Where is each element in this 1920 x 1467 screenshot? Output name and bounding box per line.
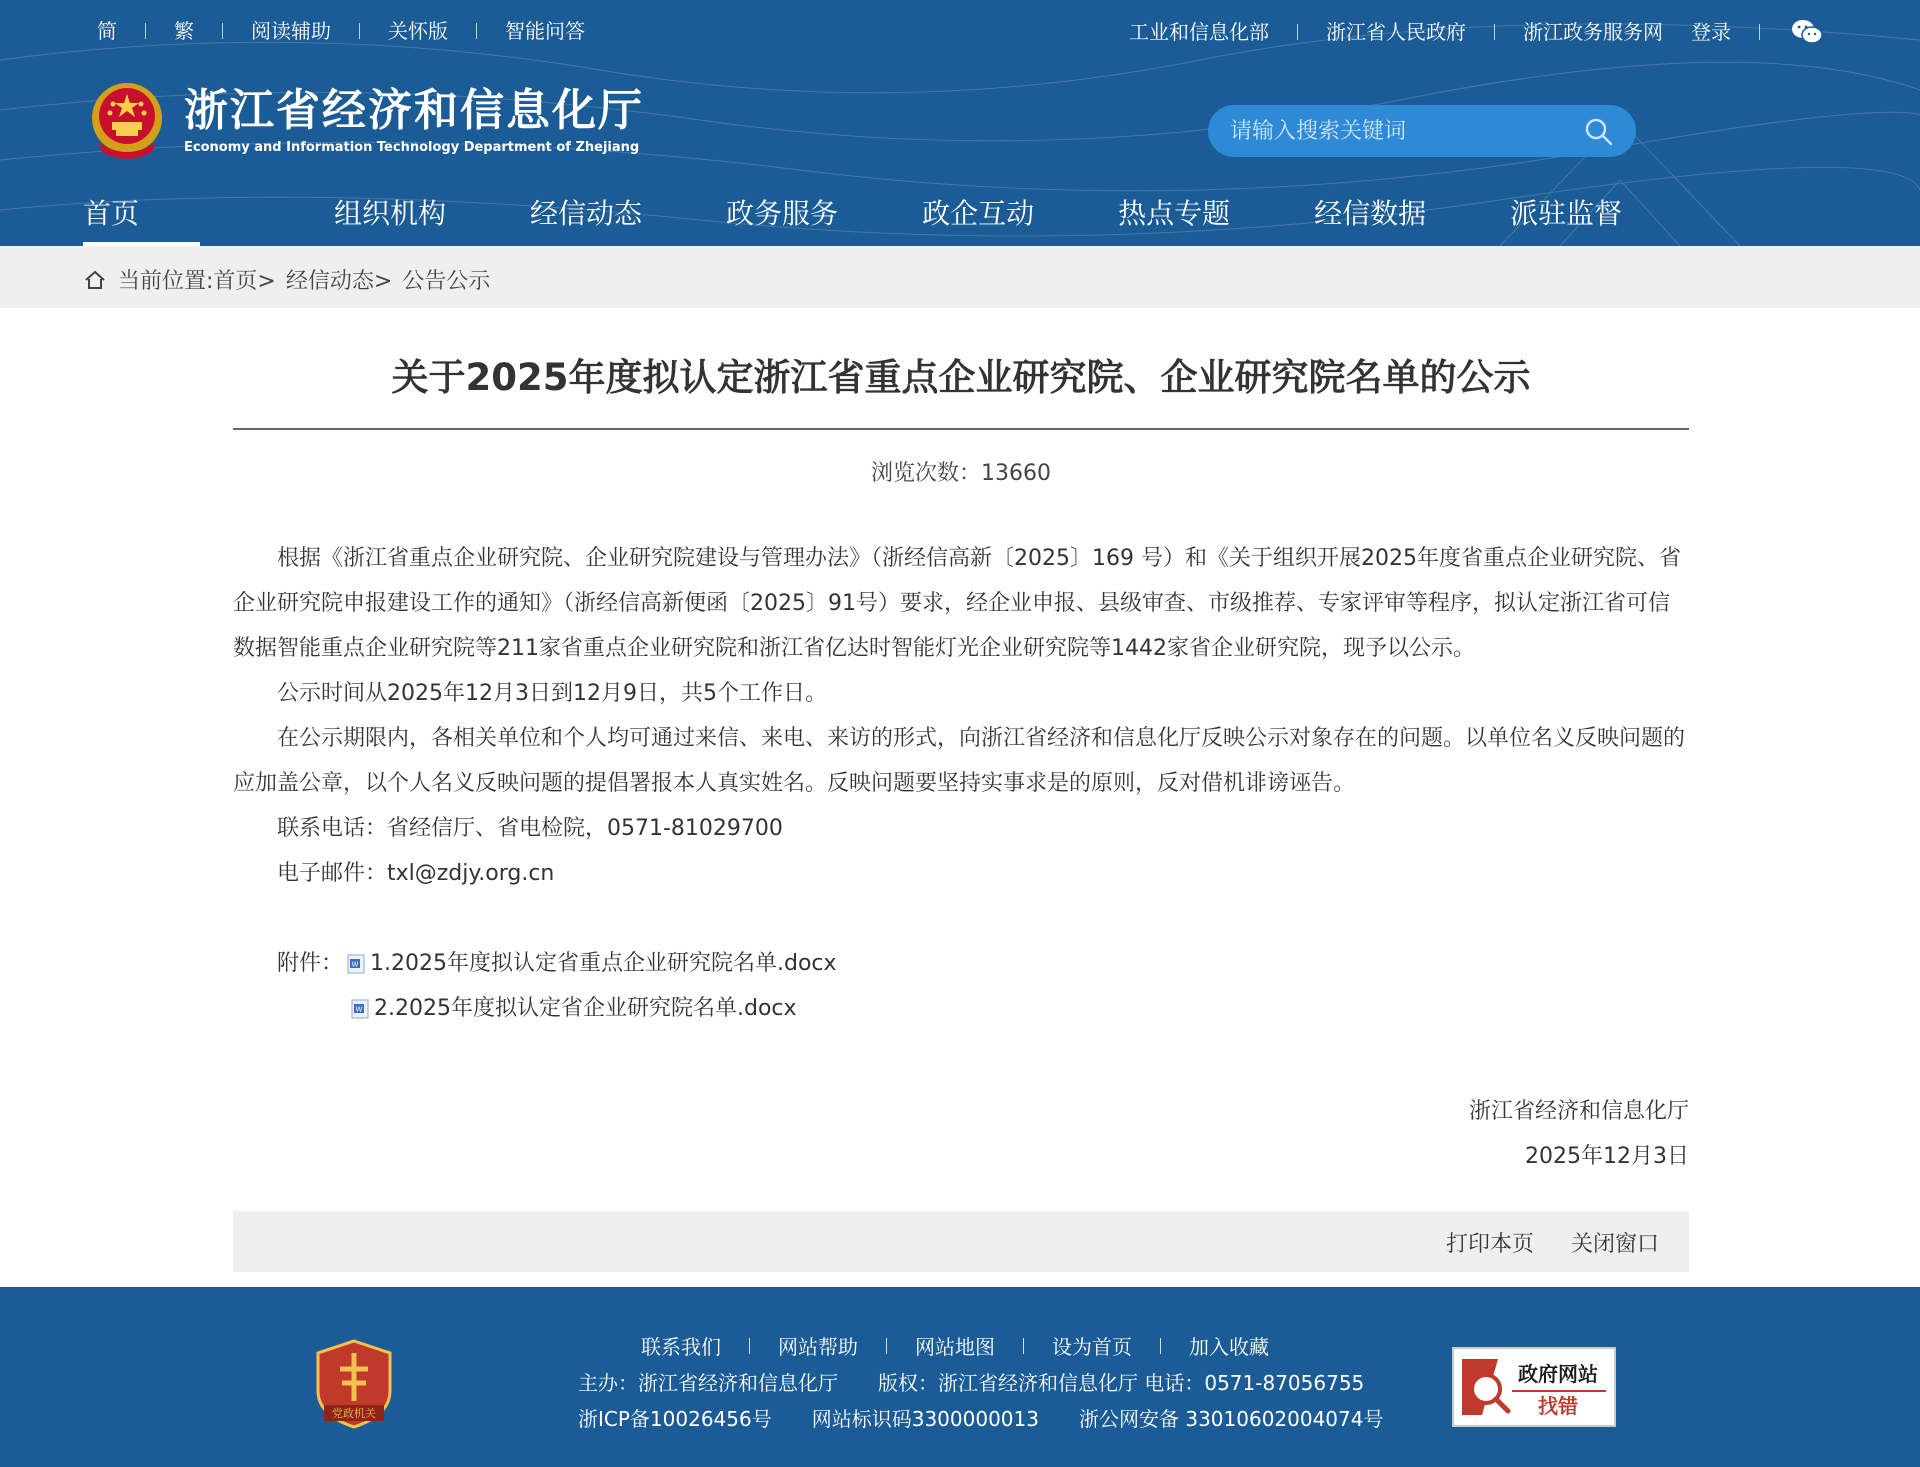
nav-news[interactable]: 经信动态 (530, 197, 643, 230)
attachment-row (277, 941, 1689, 986)
close-window-button[interactable]: 关闭窗口 (1570, 1232, 1659, 1257)
nav-organization[interactable]: 组织机构 (334, 197, 447, 230)
sponsor: 主办：浙江省经济和信息化厅 (578, 1371, 838, 1395)
article (233, 308, 1689, 1272)
search-box (1208, 105, 1636, 157)
site-code: 网站标识码3300000013 (811, 1407, 1039, 1431)
views-label: 浏览次数： (870, 461, 981, 486)
site-brand[interactable] (88, 80, 644, 162)
brand-text (184, 85, 644, 157)
miit-link[interactable]: 工业和信息化部 (1129, 20, 1269, 44)
attachments (233, 941, 1689, 1031)
divider (1494, 24, 1495, 40)
divider (222, 23, 223, 39)
title-divider (233, 428, 1689, 430)
breadcrumb-prefix: 当前位置: (118, 269, 214, 294)
print-button[interactable]: 打印本页 (1445, 1232, 1534, 1257)
views-value: 13660 (981, 461, 1051, 486)
site-header (0, 0, 1920, 246)
svg-text:W: W (351, 960, 359, 968)
article-body (233, 536, 1689, 1179)
divider (886, 1338, 887, 1354)
main-nav (83, 194, 1706, 246)
article-title: 关于2025年度拟认定浙江省重点企业研究院、企业研究院名单的公示 (391, 356, 1531, 399)
publish-date: 2025年12月3日 (1525, 1144, 1689, 1169)
footer-sponsor-line (578, 1367, 1364, 1396)
signer: 浙江省经济和信息化厅 (1468, 1099, 1689, 1124)
paragraph: 在公示期限内，各相关单位和个人均可通过来信、来电、来访的形式，向浙江省经济和信息化厅反映公示对象存在的问题。以单位名义反映问题的应加盖公章，以个人名义反映问题的提倡署报本人真实姓名。反映问题要坚持实事求是的原则，反对借机诽谤诬告。 (233, 726, 1686, 796)
breadcrumb-news[interactable]: 经信动态> (285, 269, 393, 294)
attachment-link[interactable]: 1.2025年度拟认定省重点企业研究院名单.docx (370, 951, 837, 976)
view-count (233, 460, 1689, 488)
care-mode-link[interactable]: 关怀版 (388, 19, 448, 43)
topbar-left (97, 18, 585, 44)
help-link[interactable]: 网站帮助 (778, 1335, 858, 1359)
wechat-icon[interactable] (1790, 18, 1824, 46)
paragraph: 公示时间从2025年12月3日到12月9日，共5个工作日。 (277, 681, 827, 706)
nav-data[interactable]: 经信数据 (1314, 197, 1427, 230)
home-icon (84, 269, 106, 291)
nav-topics[interactable]: 热点专题 (1118, 197, 1231, 230)
gov-error-icon (1454, 1349, 1614, 1425)
bookmark-link[interactable]: 加入收藏 (1189, 1335, 1269, 1359)
action-links (1409, 1227, 1659, 1258)
top-utility-bar (0, 0, 1920, 62)
contact-us-link[interactable]: 联系我们 (641, 1335, 721, 1359)
search-input[interactable] (1230, 119, 1570, 144)
site-name: 浙江省经济和信息化厅 (184, 85, 644, 136)
doc-icon (349, 998, 371, 1020)
divider (1160, 1338, 1161, 1354)
zj-gov-link[interactable]: 浙江省人民政府 (1326, 20, 1466, 44)
paragraph: 根据《浙江省重点企业研究院、企业研究院建设与管理办法》（浙经信高新〔2025〕169 号）和《关于组织开展2025年度省重点企业研究院、省企业研究院申报建设工作的通知》（浙经信高新便函〔2025〕91号）要求，经企业申报、县级审查、市级推荐、专家评审等程序，拟认定浙江省可信数据智能重点企业研究院等211家省重点企业研究院和浙江省亿达时智能灯光企业研究院等1442家省企业研究院，现予以公示。 (233, 546, 1681, 661)
attachment-row (277, 986, 1689, 1031)
contact-phone: 联系电话：省经信厅、省电检院，0571-81029700 (277, 816, 783, 841)
signature (233, 1089, 1689, 1179)
simplified-link[interactable]: 简 (97, 19, 117, 43)
footer-record-line (578, 1403, 1384, 1432)
nav-home[interactable]: 首页 (83, 194, 139, 246)
search-icon[interactable] (1584, 117, 1614, 147)
divider (749, 1338, 750, 1354)
national-emblem (88, 80, 166, 162)
topbar-right (1129, 18, 1824, 46)
zj-service-link[interactable]: 浙江政务服务网 (1523, 20, 1663, 44)
doc-icon (345, 953, 367, 975)
copyright: 版权：浙江省经济和信息化厅 电话：0571-87056755 (878, 1371, 1365, 1395)
contact-email: 电子邮件：txl@zdjy.org.cn (277, 861, 555, 886)
police-record[interactable]: 浙公网安备 33010602004074号 (1078, 1407, 1384, 1431)
gov-error-report[interactable] (1452, 1347, 1616, 1427)
article-actions (233, 1211, 1689, 1272)
breadcrumb-notices[interactable]: 公告公示 (402, 269, 491, 294)
nav-interaction[interactable]: 政企互动 (922, 197, 1035, 230)
svg-text:W: W (355, 1005, 363, 1013)
breadcrumb-bar (0, 246, 1920, 308)
nav-supervision[interactable]: 派驻监督 (1510, 197, 1623, 230)
divider (1297, 24, 1298, 40)
icp-record[interactable]: 浙ICP备10026456号 (578, 1407, 772, 1431)
smart-qa-link[interactable]: 智能问答 (505, 19, 585, 43)
divider (476, 23, 477, 39)
gov-err-bottom: 找错 (1538, 1394, 1578, 1418)
badge-text: 党政机关 (332, 1407, 376, 1420)
divider (1023, 1338, 1024, 1354)
breadcrumb-home[interactable]: 首页> (213, 269, 276, 294)
gov-err-top: 政府网站 (1518, 1362, 1598, 1386)
site-footer (0, 1287, 1920, 1467)
divider (145, 23, 146, 39)
divider (359, 23, 360, 39)
site-name-en: Economy and Information Technology Department of Zhejiang (184, 140, 640, 155)
reading-aid-link[interactable]: 阅读辅助 (251, 19, 331, 43)
traditional-link[interactable]: 繁 (174, 19, 194, 43)
login-link[interactable]: 登录 (1691, 20, 1731, 44)
attachment-link[interactable]: 2.2025年度拟认定省企业研究院名单.docx (374, 996, 797, 1021)
attachments-label: 附件： (277, 951, 344, 976)
footer-links (641, 1331, 1269, 1360)
divider (1759, 24, 1760, 40)
sitemap-link[interactable]: 网站地图 (915, 1335, 995, 1359)
nav-services[interactable]: 政务服务 (726, 197, 839, 230)
set-homepage-link[interactable]: 设为首页 (1052, 1335, 1132, 1359)
party-badge[interactable] (314, 1339, 394, 1429)
breadcrumb (84, 264, 490, 295)
